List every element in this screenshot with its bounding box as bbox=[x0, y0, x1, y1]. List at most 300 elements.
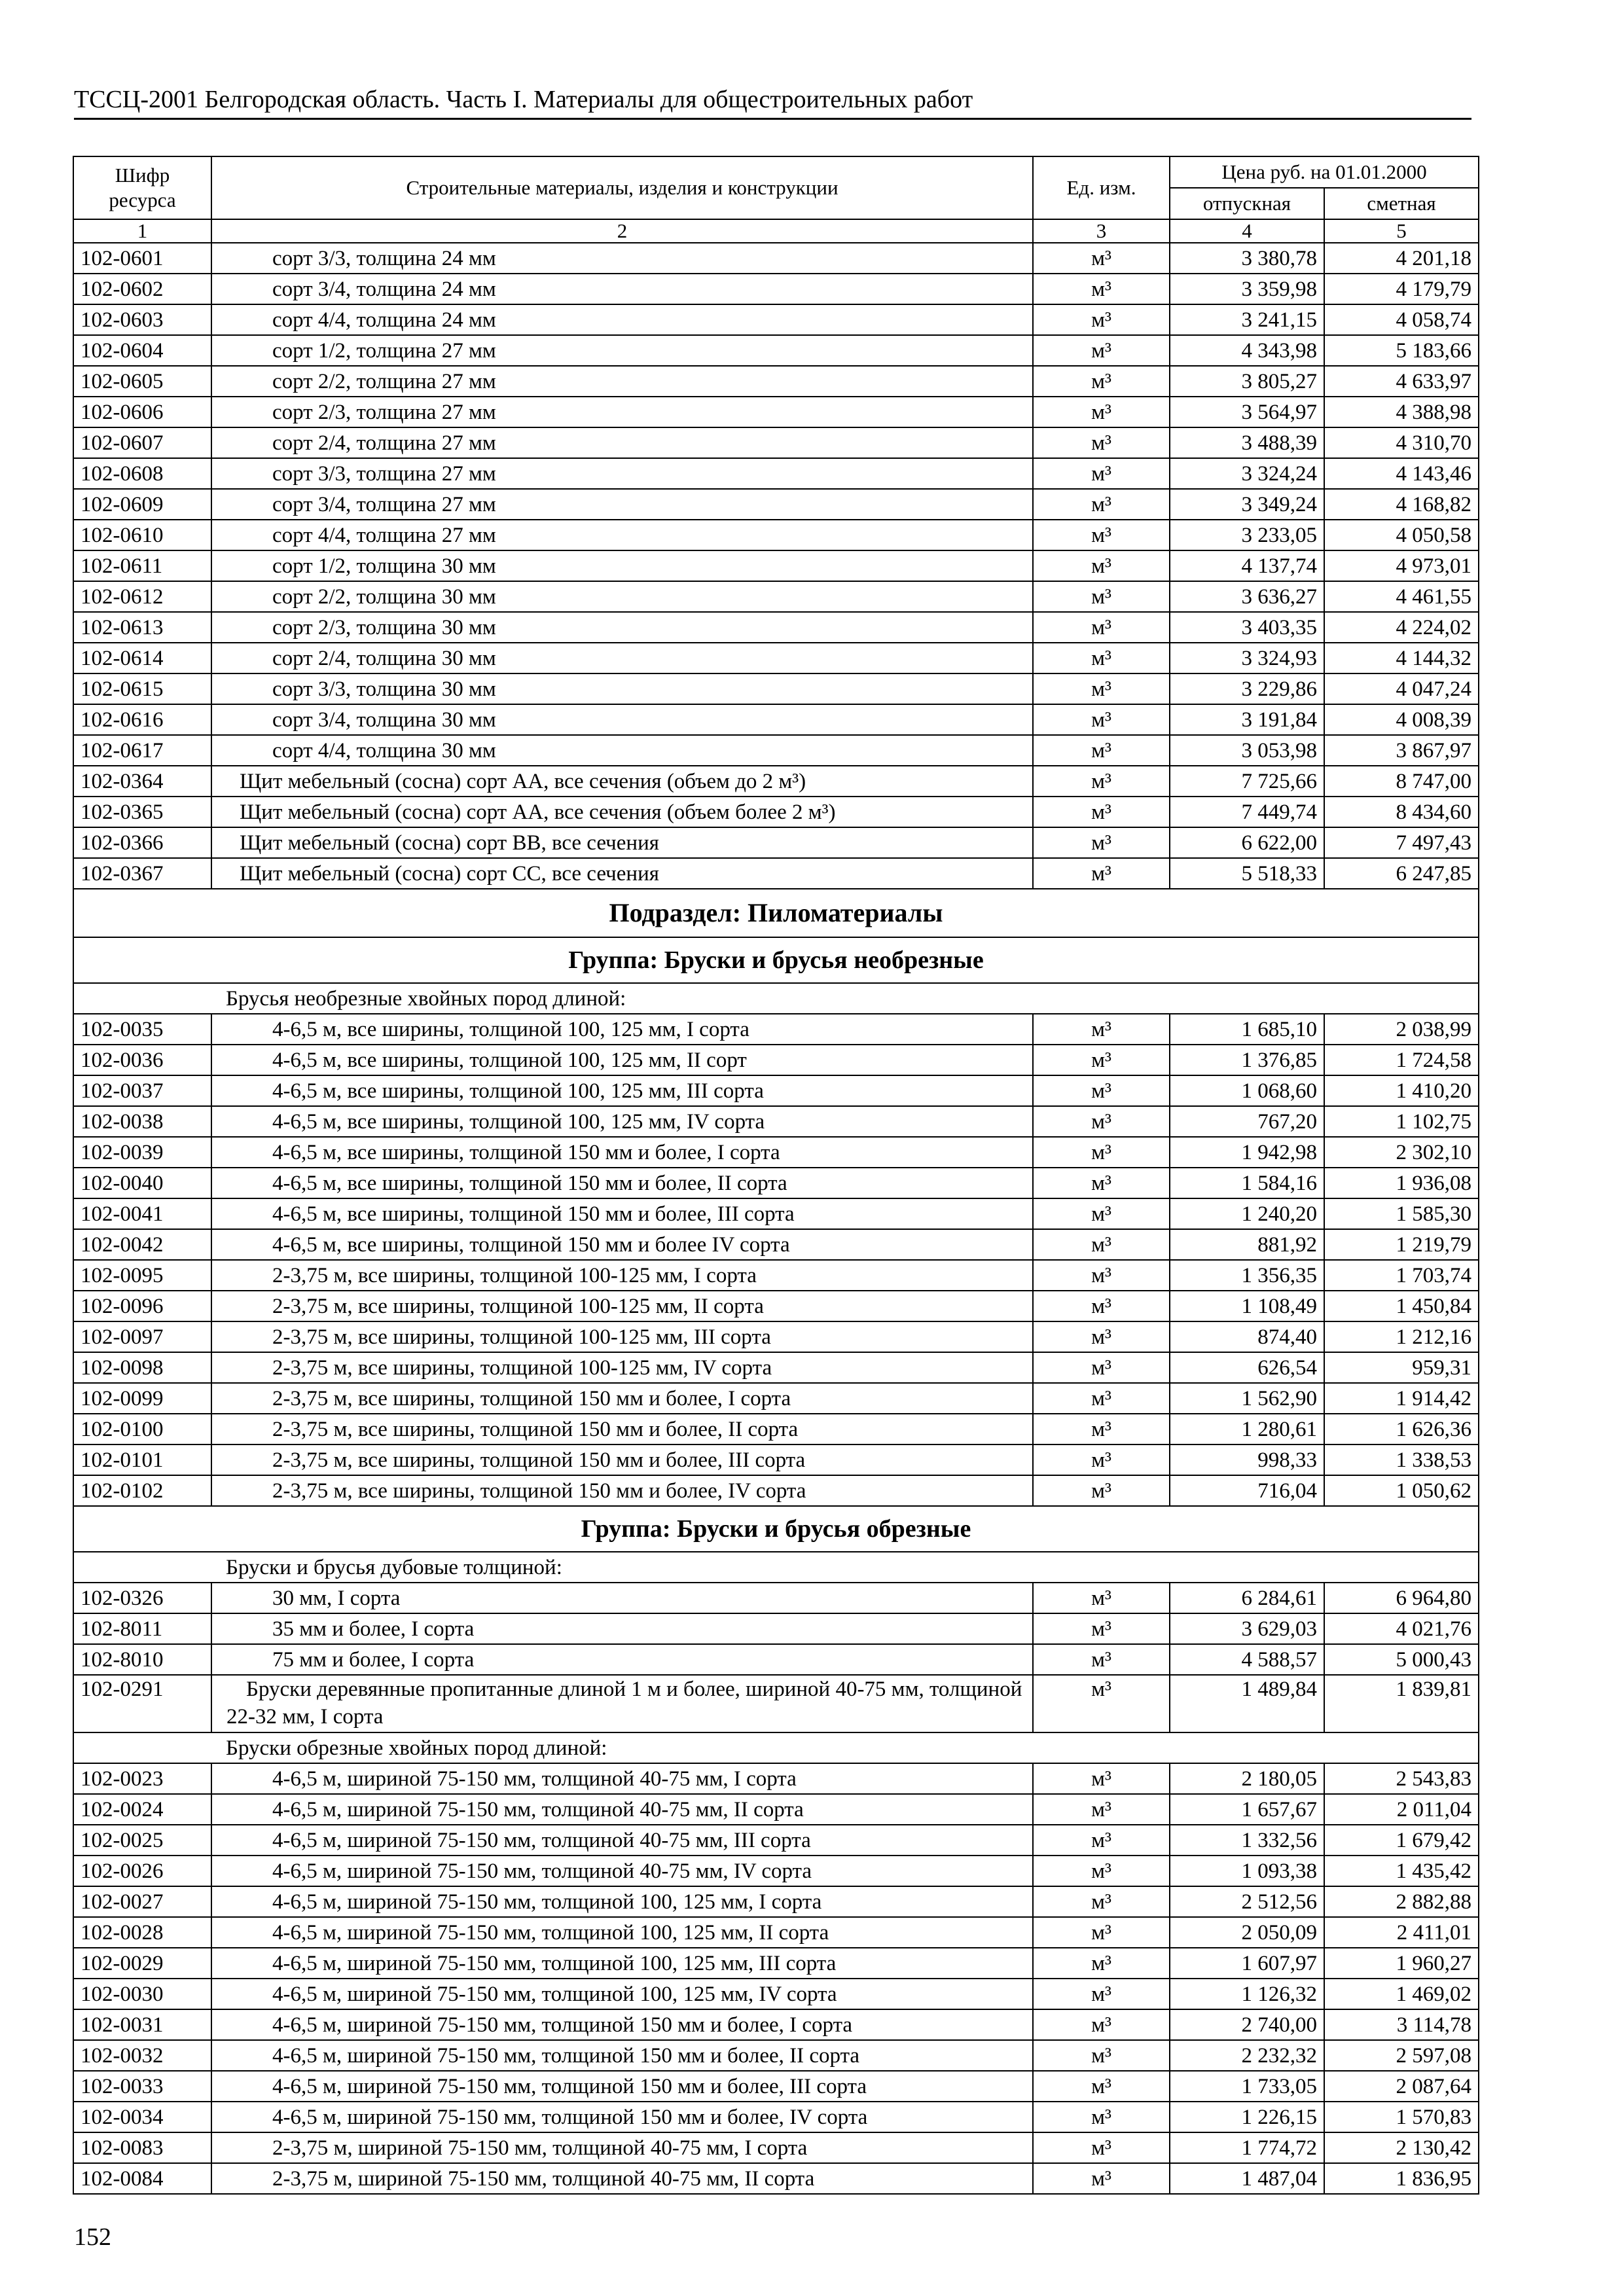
estimate-price: 2 087,64 bbox=[1324, 2071, 1479, 2102]
table-row bbox=[73, 766, 1479, 797]
column-number: 3 bbox=[1033, 219, 1170, 243]
material-name: 2-3,75 м, все ширины, толщиной 150 мм и более, III сорта bbox=[211, 1444, 1033, 1475]
material-name: сорт 3/4, толщина 30 мм bbox=[211, 704, 1033, 735]
unit: м³ bbox=[1033, 2009, 1170, 2040]
subgroup-caption: Брусья необрезные хвойных пород длиной: bbox=[73, 983, 1479, 1014]
table-row bbox=[73, 735, 1479, 766]
release-price: 2 050,09 bbox=[1170, 1917, 1324, 1948]
table-row bbox=[73, 2132, 1479, 2163]
resource-code: 102-0617 bbox=[73, 735, 211, 766]
material-name: 2-3,75 м, все ширины, толщиной 100-125 мм, I сорта bbox=[211, 1260, 1033, 1291]
estimate-price: 8 747,00 bbox=[1324, 766, 1479, 797]
release-price: 3 053,98 bbox=[1170, 735, 1324, 766]
table-row bbox=[73, 1825, 1479, 1856]
unit: м³ bbox=[1033, 1794, 1170, 1825]
material-name: 4-6,5 м, все ширины, толщиной 150 мм и более IV сорта bbox=[211, 1229, 1033, 1260]
release-price: 1 093,38 bbox=[1170, 1856, 1324, 1886]
release-price: 1 068,60 bbox=[1170, 1075, 1324, 1106]
header-release-price: отпускная bbox=[1170, 188, 1324, 219]
release-price: 1 226,15 bbox=[1170, 2102, 1324, 2132]
document-header-title: ТССЦ-2001 Белгородская область. Часть I. Материалы для общестроительных работ bbox=[74, 86, 973, 113]
resource-code: 102-0616 bbox=[73, 704, 211, 735]
material-name: сорт 4/4, толщина 30 мм bbox=[211, 735, 1033, 766]
unit: м³ bbox=[1033, 2132, 1170, 2163]
estimate-price: 1 585,30 bbox=[1324, 1198, 1479, 1229]
release-price: 2 740,00 bbox=[1170, 2009, 1324, 2040]
unit: м³ bbox=[1033, 581, 1170, 612]
material-name: 35 мм и более, I сорта bbox=[211, 1613, 1033, 1644]
estimate-price: 3 867,97 bbox=[1324, 735, 1479, 766]
release-price: 1 685,10 bbox=[1170, 1014, 1324, 1045]
page-number: 152 bbox=[74, 2223, 111, 2251]
estimate-price: 2 597,08 bbox=[1324, 2040, 1479, 2071]
resource-code: 102-0601 bbox=[73, 243, 211, 274]
table-row bbox=[73, 2040, 1479, 2071]
table-row bbox=[73, 1260, 1479, 1291]
estimate-price: 5 000,43 bbox=[1324, 1644, 1479, 1675]
estimate-price: 2 130,42 bbox=[1324, 2132, 1479, 2163]
unit: м³ bbox=[1033, 735, 1170, 766]
resource-code: 102-0603 bbox=[73, 304, 211, 335]
resource-code: 102-0025 bbox=[73, 1825, 211, 1856]
subgroup-caption: Бруски и брусья дубовые толщиной: bbox=[73, 1552, 1479, 1583]
release-price: 1 607,97 bbox=[1170, 1948, 1324, 1979]
material-name: 2-3,75 м, шириной 75-150 мм, толщиной 40-75 мм, II сорта bbox=[211, 2163, 1033, 2194]
resource-code: 102-0042 bbox=[73, 1229, 211, 1260]
material-name: 4-6,5 м, шириной 75-150 мм, толщиной 100, 125 мм, IV сорта bbox=[211, 1979, 1033, 2009]
table-row bbox=[73, 1383, 1479, 1414]
table-row bbox=[73, 797, 1479, 827]
table-row bbox=[73, 458, 1479, 489]
resource-code: 102-0367 bbox=[73, 858, 211, 889]
estimate-price: 1 836,95 bbox=[1324, 2163, 1479, 2194]
material-name: 2-3,75 м, все ширины, толщиной 150 мм и более, I сорта bbox=[211, 1383, 1033, 1414]
unit: м³ bbox=[1033, 335, 1170, 366]
table-row bbox=[73, 243, 1479, 274]
estimate-price: 4 047,24 bbox=[1324, 673, 1479, 704]
estimate-price: 4 021,76 bbox=[1324, 1613, 1479, 1644]
unit: м³ bbox=[1033, 858, 1170, 889]
unit: м³ bbox=[1033, 766, 1170, 797]
estimate-price: 1 839,81 bbox=[1324, 1675, 1479, 1732]
material-name: 4-6,5 м, шириной 75-150 мм, толщиной 150 мм и более, II сорта bbox=[211, 2040, 1033, 2071]
estimate-price: 1 469,02 bbox=[1324, 1979, 1479, 2009]
resource-code: 102-0614 bbox=[73, 643, 211, 673]
table-row bbox=[73, 1979, 1479, 2009]
subsection-title bbox=[73, 889, 1479, 937]
release-price: 1 376,85 bbox=[1170, 1045, 1324, 1075]
group-title-text: Группа: Бруски и брусья обрезные bbox=[73, 1506, 1479, 1552]
unit: м³ bbox=[1033, 1644, 1170, 1675]
material-name: сорт 3/3, толщина 27 мм bbox=[211, 458, 1033, 489]
material-name: Бруски деревянные пропитанные длиной 1 м и более, шириной 40-75 мм, толщиной 22-32 мм, I сорта bbox=[211, 1675, 1033, 1732]
estimate-price: 4 144,32 bbox=[1324, 643, 1479, 673]
release-price: 1 942,98 bbox=[1170, 1137, 1324, 1168]
estimate-price: 1 914,42 bbox=[1324, 1383, 1479, 1414]
material-name: 4-6,5 м, шириной 75-150 мм, толщиной 150 мм и более, I сорта bbox=[211, 2009, 1033, 2040]
table-row bbox=[73, 673, 1479, 704]
unit: м³ bbox=[1033, 1825, 1170, 1856]
unit: м³ bbox=[1033, 2071, 1170, 2102]
release-price: 2 512,56 bbox=[1170, 1886, 1324, 1917]
table-row bbox=[73, 304, 1479, 335]
resource-code: 102-0027 bbox=[73, 1886, 211, 1917]
unit: м³ bbox=[1033, 489, 1170, 520]
estimate-price: 4 008,39 bbox=[1324, 704, 1479, 735]
estimate-price: 1 050,62 bbox=[1324, 1475, 1479, 1506]
resource-code: 102-0365 bbox=[73, 797, 211, 827]
header-price: Цена руб. на 01.01.2000 bbox=[1170, 156, 1479, 188]
unit: м³ bbox=[1033, 1014, 1170, 1045]
material-name: 30 мм, I сорта bbox=[211, 1583, 1033, 1613]
material-name: сорт 3/3, толщина 30 мм bbox=[211, 673, 1033, 704]
resource-code: 102-0098 bbox=[73, 1352, 211, 1383]
table-row bbox=[73, 1045, 1479, 1075]
estimate-price: 6 964,80 bbox=[1324, 1583, 1479, 1613]
resource-code: 102-0613 bbox=[73, 612, 211, 643]
resource-code: 102-0032 bbox=[73, 2040, 211, 2071]
resource-code: 102-0039 bbox=[73, 1137, 211, 1168]
unit: м³ bbox=[1033, 1260, 1170, 1291]
table-row bbox=[73, 397, 1479, 427]
unit: м³ bbox=[1033, 1168, 1170, 1198]
resource-code: 102-0097 bbox=[73, 1321, 211, 1352]
material-name: сорт 1/2, толщина 30 мм bbox=[211, 550, 1033, 581]
table-row bbox=[73, 1644, 1479, 1675]
material-name: сорт 3/4, толщина 24 мм bbox=[211, 274, 1033, 304]
release-price: 3 324,24 bbox=[1170, 458, 1324, 489]
table-row bbox=[73, 1106, 1479, 1137]
unit: м³ bbox=[1033, 520, 1170, 550]
material-name: 4-6,5 м, все ширины, толщиной 150 мм и более, III сорта bbox=[211, 1198, 1033, 1229]
header-name: Строительные материалы, изделия и конструкции bbox=[211, 156, 1033, 219]
resource-code: 102-0083 bbox=[73, 2132, 211, 2163]
unit: м³ bbox=[1033, 1229, 1170, 1260]
resource-code: 102-0040 bbox=[73, 1168, 211, 1198]
release-price: 1 774,72 bbox=[1170, 2132, 1324, 2163]
release-price: 3 564,97 bbox=[1170, 397, 1324, 427]
material-name: Щит мебельный (сосна) сорт СС, все сечения bbox=[211, 858, 1033, 889]
material-name: сорт 4/4, толщина 27 мм bbox=[211, 520, 1033, 550]
group-title bbox=[73, 1506, 1479, 1552]
material-name: 75 мм и более, I сорта bbox=[211, 1644, 1033, 1675]
subgroup-caption-row bbox=[73, 1732, 1479, 1763]
unit: м³ bbox=[1033, 704, 1170, 735]
unit: м³ bbox=[1033, 1763, 1170, 1794]
column-number: 4 bbox=[1170, 219, 1324, 243]
release-price: 3 403,35 bbox=[1170, 612, 1324, 643]
unit: м³ bbox=[1033, 1444, 1170, 1475]
resource-code: 102-0326 bbox=[73, 1583, 211, 1613]
unit: м³ bbox=[1033, 1475, 1170, 1506]
table-row bbox=[73, 366, 1479, 397]
table-row bbox=[73, 1414, 1479, 1444]
resource-code: 102-0605 bbox=[73, 366, 211, 397]
estimate-price: 1 410,20 bbox=[1324, 1075, 1479, 1106]
release-price: 1 356,35 bbox=[1170, 1260, 1324, 1291]
unit: м³ bbox=[1033, 1137, 1170, 1168]
unit: м³ bbox=[1033, 1856, 1170, 1886]
header-code: Шифр ресурса bbox=[73, 156, 211, 219]
material-name: 4-6,5 м, все ширины, толщиной 100, 125 мм, I сорта bbox=[211, 1014, 1033, 1045]
estimate-price: 5 183,66 bbox=[1324, 335, 1479, 366]
release-price: 4 137,74 bbox=[1170, 550, 1324, 581]
material-name: сорт 2/3, толщина 27 мм bbox=[211, 397, 1033, 427]
table-row bbox=[73, 1917, 1479, 1948]
estimate-price: 1 626,36 bbox=[1324, 1414, 1479, 1444]
table-row bbox=[73, 1583, 1479, 1613]
resource-code: 102-0291 bbox=[73, 1675, 211, 1732]
material-name: 4-6,5 м, шириной 75-150 мм, толщиной 40-75 мм, I сорта bbox=[211, 1763, 1033, 1794]
unit: м³ bbox=[1033, 397, 1170, 427]
material-name: 4-6,5 м, шириной 75-150 мм, толщиной 100, 125 мм, II сорта bbox=[211, 1917, 1033, 1948]
release-price: 3 349,24 bbox=[1170, 489, 1324, 520]
release-price: 3 488,39 bbox=[1170, 427, 1324, 458]
subgroup-caption-row bbox=[73, 1552, 1479, 1583]
table-row bbox=[73, 1948, 1479, 1979]
resource-code: 102-0028 bbox=[73, 1917, 211, 1948]
release-price: 3 191,84 bbox=[1170, 704, 1324, 735]
header-unit: Ед. изм. bbox=[1033, 156, 1170, 219]
release-price: 1 240,20 bbox=[1170, 1198, 1324, 1229]
resource-code: 102-0038 bbox=[73, 1106, 211, 1137]
material-name: 2-3,75 м, все ширины, толщиной 100-125 мм, IV сорта bbox=[211, 1352, 1033, 1383]
table-row bbox=[73, 2102, 1479, 2132]
table-row bbox=[73, 2163, 1479, 2194]
estimate-price: 4 143,46 bbox=[1324, 458, 1479, 489]
release-price: 6 284,61 bbox=[1170, 1583, 1324, 1613]
estimate-price: 1 338,53 bbox=[1324, 1444, 1479, 1475]
release-price: 2 180,05 bbox=[1170, 1763, 1324, 1794]
material-name: сорт 4/4, толщина 24 мм bbox=[211, 304, 1033, 335]
material-name: 4-6,5 м, все ширины, толщиной 100, 125 мм, III сорта bbox=[211, 1075, 1033, 1106]
resource-code: 102-0607 bbox=[73, 427, 211, 458]
column-number-row bbox=[73, 219, 1479, 243]
release-price: 881,92 bbox=[1170, 1229, 1324, 1260]
estimate-price: 2 302,10 bbox=[1324, 1137, 1479, 1168]
estimate-price: 6 247,85 bbox=[1324, 858, 1479, 889]
unit: м³ bbox=[1033, 550, 1170, 581]
release-price: 998,33 bbox=[1170, 1444, 1324, 1475]
resource-code: 102-0030 bbox=[73, 1979, 211, 2009]
table-row bbox=[73, 427, 1479, 458]
resource-code: 102-0034 bbox=[73, 2102, 211, 2132]
resource-code: 102-8011 bbox=[73, 1613, 211, 1644]
material-name: сорт 2/4, толщина 27 мм bbox=[211, 427, 1033, 458]
estimate-price: 3 114,78 bbox=[1324, 2009, 1479, 2040]
estimate-price: 1 570,83 bbox=[1324, 2102, 1479, 2132]
estimate-price: 4 050,58 bbox=[1324, 520, 1479, 550]
release-price: 626,54 bbox=[1170, 1352, 1324, 1383]
subsection-title-text: Подраздел: Пиломатериалы bbox=[73, 889, 1479, 937]
unit: м³ bbox=[1033, 2040, 1170, 2071]
unit: м³ bbox=[1033, 673, 1170, 704]
release-price: 767,20 bbox=[1170, 1106, 1324, 1137]
release-price: 716,04 bbox=[1170, 1475, 1324, 1506]
resource-code: 102-0366 bbox=[73, 827, 211, 858]
table-row bbox=[73, 274, 1479, 304]
unit: м³ bbox=[1033, 827, 1170, 858]
release-price: 4 343,98 bbox=[1170, 335, 1324, 366]
unit: м³ bbox=[1033, 1948, 1170, 1979]
resource-code: 102-0026 bbox=[73, 1856, 211, 1886]
material-name: 4-6,5 м, шириной 75-150 мм, толщиной 40-75 мм, II сорта bbox=[211, 1794, 1033, 1825]
resource-code: 102-0102 bbox=[73, 1475, 211, 1506]
unit: м³ bbox=[1033, 243, 1170, 274]
unit: м³ bbox=[1033, 643, 1170, 673]
unit: м³ bbox=[1033, 797, 1170, 827]
unit: м³ bbox=[1033, 366, 1170, 397]
release-price: 4 588,57 bbox=[1170, 1644, 1324, 1675]
material-name: 4-6,5 м, шириной 75-150 мм, толщиной 150 мм и более, IV сорта bbox=[211, 2102, 1033, 2132]
unit: м³ bbox=[1033, 1979, 1170, 2009]
material-name: 4-6,5 м, все ширины, толщиной 150 мм и более, I сорта bbox=[211, 1137, 1033, 1168]
material-name: 4-6,5 м, шириной 75-150 мм, толщиной 40-75 мм, III сорта bbox=[211, 1825, 1033, 1856]
resource-code: 102-0364 bbox=[73, 766, 211, 797]
unit: м³ bbox=[1033, 2163, 1170, 2194]
release-price: 1 108,49 bbox=[1170, 1291, 1324, 1321]
table-row bbox=[73, 1075, 1479, 1106]
resource-code: 102-0606 bbox=[73, 397, 211, 427]
subgroup-caption: Бруски обрезные хвойных пород длиной: bbox=[73, 1732, 1479, 1763]
table-row bbox=[73, 1794, 1479, 1825]
resource-code: 102-0024 bbox=[73, 1794, 211, 1825]
unit: м³ bbox=[1033, 1106, 1170, 1137]
estimate-price: 4 973,01 bbox=[1324, 550, 1479, 581]
unit: м³ bbox=[1033, 1291, 1170, 1321]
header-divider bbox=[74, 118, 1471, 120]
material-name: Щит мебельный (сосна) сорт АА, все сечения (объем более 2 м³) bbox=[211, 797, 1033, 827]
resource-code: 102-0101 bbox=[73, 1444, 211, 1475]
material-name: 2-3,75 м, все ширины, толщиной 150 мм и более, IV сорта bbox=[211, 1475, 1033, 1506]
release-price: 3 229,86 bbox=[1170, 673, 1324, 704]
material-name: 4-6,5 м, все ширины, толщиной 150 мм и более, II сорта bbox=[211, 1168, 1033, 1198]
resource-code: 102-0608 bbox=[73, 458, 211, 489]
resource-code: 102-0100 bbox=[73, 1414, 211, 1444]
material-name: сорт 3/4, толщина 27 мм bbox=[211, 489, 1033, 520]
table-row bbox=[73, 550, 1479, 581]
estimate-price: 1 724,58 bbox=[1324, 1045, 1479, 1075]
unit: м³ bbox=[1033, 1075, 1170, 1106]
unit: м³ bbox=[1033, 1198, 1170, 1229]
release-price: 1 584,16 bbox=[1170, 1168, 1324, 1198]
unit: м³ bbox=[1033, 1321, 1170, 1352]
release-price: 3 380,78 bbox=[1170, 243, 1324, 274]
table-row bbox=[73, 1856, 1479, 1886]
column-number: 5 bbox=[1324, 219, 1479, 243]
table-row bbox=[73, 520, 1479, 550]
material-name: сорт 3/3, толщина 24 мм bbox=[211, 243, 1033, 274]
estimate-price: 1 703,74 bbox=[1324, 1260, 1479, 1291]
column-number: 2 bbox=[211, 219, 1033, 243]
table-row bbox=[73, 1229, 1479, 1260]
estimate-price: 1 102,75 bbox=[1324, 1106, 1479, 1137]
release-price: 874,40 bbox=[1170, 1321, 1324, 1352]
table-header-row bbox=[73, 156, 1479, 188]
material-name: Щит мебельный (сосна) сорт АА, все сечения (объем до 2 м³) bbox=[211, 766, 1033, 797]
estimate-price: 2 543,83 bbox=[1324, 1763, 1479, 1794]
estimate-price: 2 411,01 bbox=[1324, 1917, 1479, 1948]
release-price: 1 126,32 bbox=[1170, 1979, 1324, 2009]
unit: м³ bbox=[1033, 274, 1170, 304]
unit: м³ bbox=[1033, 2102, 1170, 2132]
estimate-price: 4 201,18 bbox=[1324, 243, 1479, 274]
table-row bbox=[73, 1321, 1479, 1352]
material-name: 4-6,5 м, шириной 75-150 мм, толщиной 150 мм и более, III сорта bbox=[211, 2071, 1033, 2102]
table-row bbox=[73, 581, 1479, 612]
release-price: 7 449,74 bbox=[1170, 797, 1324, 827]
table-row bbox=[73, 1352, 1479, 1383]
release-price: 3 636,27 bbox=[1170, 581, 1324, 612]
estimate-price: 4 461,55 bbox=[1324, 581, 1479, 612]
resource-code: 102-0036 bbox=[73, 1045, 211, 1075]
table-row bbox=[73, 1613, 1479, 1644]
resource-code: 102-0612 bbox=[73, 581, 211, 612]
release-price: 1 733,05 bbox=[1170, 2071, 1324, 2102]
unit: м³ bbox=[1033, 1414, 1170, 1444]
resource-code: 102-0041 bbox=[73, 1198, 211, 1229]
estimate-price: 4 168,82 bbox=[1324, 489, 1479, 520]
table-row bbox=[73, 1675, 1479, 1732]
release-price: 1 280,61 bbox=[1170, 1414, 1324, 1444]
table-row bbox=[73, 1763, 1479, 1794]
column-number: 1 bbox=[73, 219, 211, 243]
resource-code: 102-0099 bbox=[73, 1383, 211, 1414]
estimate-price: 2 038,99 bbox=[1324, 1014, 1479, 1045]
unit: м³ bbox=[1033, 1383, 1170, 1414]
material-name: 4-6,5 м, шириной 75-150 мм, толщиной 100, 125 мм, III сорта bbox=[211, 1948, 1033, 1979]
resource-code: 102-0095 bbox=[73, 1260, 211, 1291]
resource-code: 102-8010 bbox=[73, 1644, 211, 1675]
resource-code: 102-0084 bbox=[73, 2163, 211, 2194]
release-price: 1 562,90 bbox=[1170, 1383, 1324, 1414]
group-title-text: Группа: Бруски и брусья необрезные bbox=[73, 937, 1479, 983]
estimate-price: 4 310,70 bbox=[1324, 427, 1479, 458]
estimate-price: 4 388,98 bbox=[1324, 397, 1479, 427]
unit: м³ bbox=[1033, 1917, 1170, 1948]
release-price: 3 233,05 bbox=[1170, 520, 1324, 550]
release-price: 6 622,00 bbox=[1170, 827, 1324, 858]
material-name: 4-6,5 м, все ширины, толщиной 100, 125 мм, II сорт bbox=[211, 1045, 1033, 1075]
table-row bbox=[73, 858, 1479, 889]
release-price: 7 725,66 bbox=[1170, 766, 1324, 797]
estimate-price: 2 882,88 bbox=[1324, 1886, 1479, 1917]
estimate-price: 1 450,84 bbox=[1324, 1291, 1479, 1321]
resource-code: 102-0609 bbox=[73, 489, 211, 520]
subgroup-caption-row bbox=[73, 983, 1479, 1014]
table-row bbox=[73, 335, 1479, 366]
table-row bbox=[73, 1168, 1479, 1198]
price-table bbox=[73, 156, 1479, 2195]
unit: м³ bbox=[1033, 1352, 1170, 1383]
table-row bbox=[73, 1137, 1479, 1168]
table-row bbox=[73, 704, 1479, 735]
unit: м³ bbox=[1033, 1583, 1170, 1613]
estimate-price: 7 497,43 bbox=[1324, 827, 1479, 858]
estimate-price: 4 058,74 bbox=[1324, 304, 1479, 335]
table-row bbox=[73, 1291, 1479, 1321]
resource-code: 102-0035 bbox=[73, 1014, 211, 1045]
unit: м³ bbox=[1033, 427, 1170, 458]
table-row bbox=[73, 1444, 1479, 1475]
release-price: 3 359,98 bbox=[1170, 274, 1324, 304]
group-title bbox=[73, 937, 1479, 983]
unit: м³ bbox=[1033, 458, 1170, 489]
unit: м³ bbox=[1033, 1886, 1170, 1917]
material-name: сорт 2/3, толщина 30 мм bbox=[211, 612, 1033, 643]
material-name: 2-3,75 м, все ширины, толщиной 100-125 мм, III сорта bbox=[211, 1321, 1033, 1352]
unit: м³ bbox=[1033, 304, 1170, 335]
